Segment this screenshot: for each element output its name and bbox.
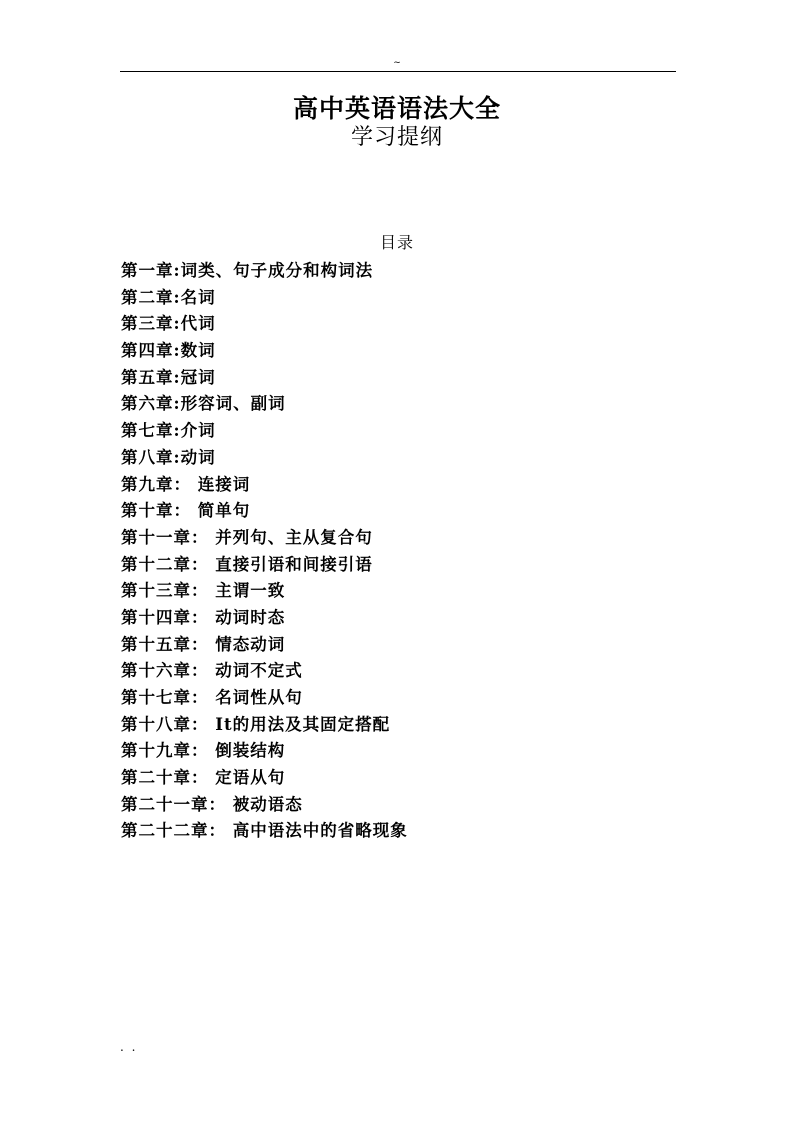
- toc-item-chapter-14: 第十四章： 动词时态: [121, 607, 286, 627]
- toc-item-chapter-8: 第八章:动词: [121, 447, 216, 467]
- footer-mark: . .: [120, 1040, 138, 1054]
- toc-item-chapter-2: 第二章:名词: [121, 287, 216, 307]
- toc-item-chapter-5: 第五章:冠词: [121, 367, 216, 387]
- toc-item-chapter-22: 第二十二章： 高中语法中的省略现象: [121, 821, 408, 841]
- toc-item-chapter-9: 第九章： 连接词: [121, 474, 251, 494]
- document-title: 高中英语语法大全: [292, 94, 501, 123]
- toc-item-chapter-16: 第十六章： 动词不定式: [121, 661, 303, 681]
- toc-item-chapter-12: 第十二章： 直接引语和间接引语: [121, 554, 373, 574]
- toc-item-chapter-3: 第三章:代词: [121, 314, 216, 334]
- toc-item-chapter-10: 第十章： 简单句: [121, 501, 251, 521]
- header-rule: [120, 71, 676, 72]
- toc-item-chapter-17: 第十七章： 名词性从句: [121, 688, 303, 707]
- toc-item-chapter-6: 第六章:形容词、副词: [121, 394, 286, 414]
- toc-item-chapter-4: 第四章:数词: [121, 341, 216, 361]
- document-subtitle: 学习提纲: [350, 125, 443, 150]
- toc-item-chapter-20: 第二十章： 定语从句: [121, 768, 286, 788]
- header-mark: ~: [393, 58, 401, 68]
- toc-item-chapter-21: 第二十一章： 被动语态: [121, 794, 303, 814]
- toc-item-chapter-1: 第一章:词类、句子成分和构词法: [121, 261, 374, 280]
- toc-list: [121, 258, 681, 845]
- toc-item-chapter-11: 第十一章： 并列句、主从复合句: [121, 527, 373, 547]
- toc-item-chapter-7: 第七章:介词: [121, 421, 216, 441]
- toc-item-chapter-13: 第十三章： 主谓一致: [121, 581, 286, 601]
- toc-item-chapter-19: 第十九章： 倒装结构: [121, 741, 286, 761]
- toc-heading: 目录: [379, 233, 414, 252]
- toc-item-chapter-18: 第十八章： It的用法及其固定搭配: [121, 714, 391, 734]
- toc-item-chapter-15: 第十五章： 情态动词: [121, 634, 286, 654]
